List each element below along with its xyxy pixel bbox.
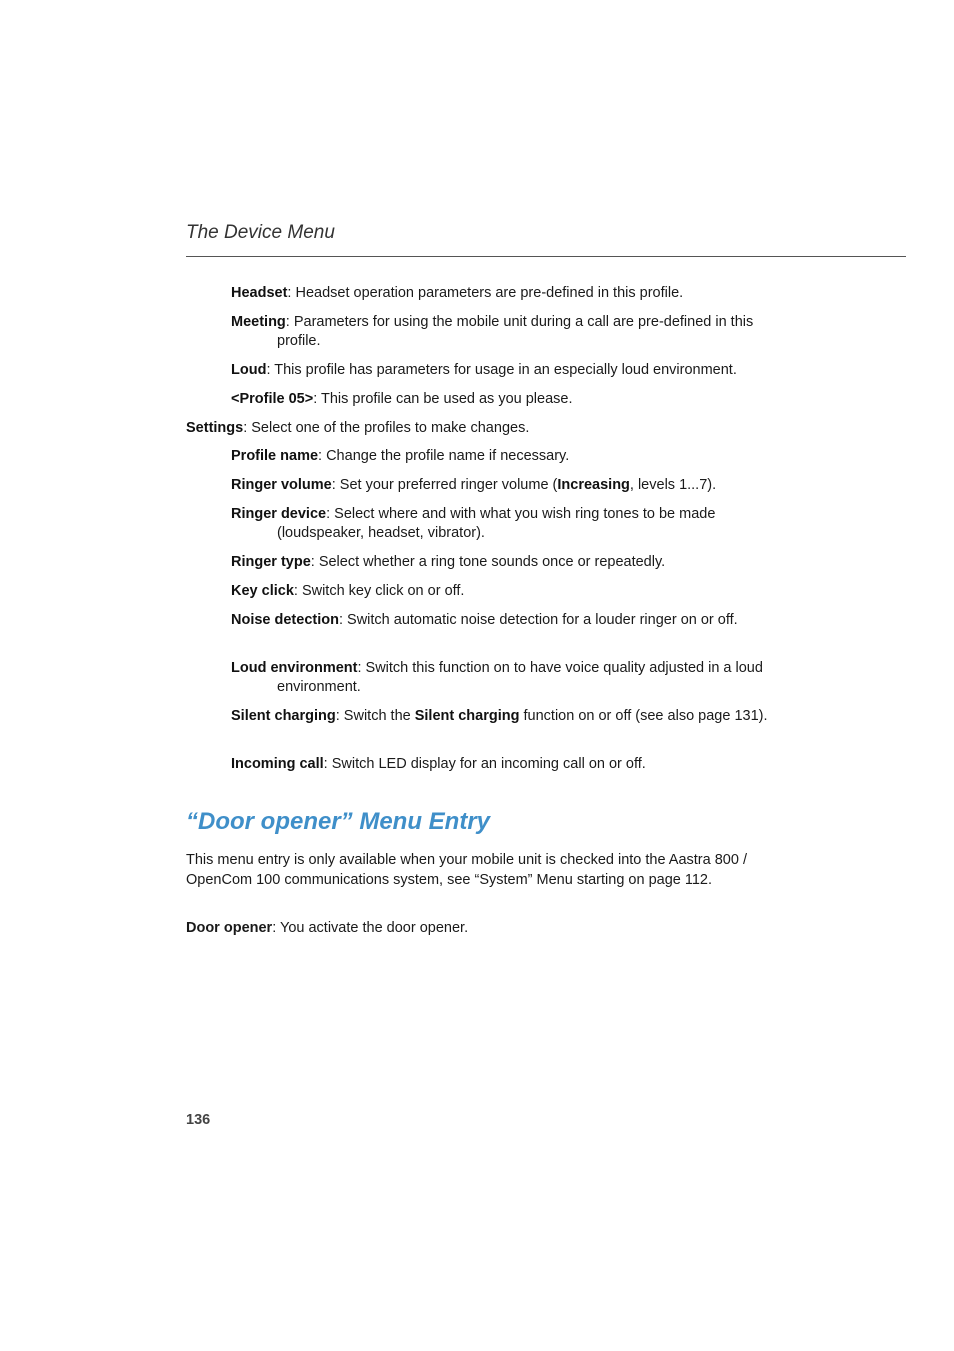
term: Noise detection [231,612,339,628]
profile-headset [231,284,797,303]
term: Profile name [231,448,319,464]
term-inline: Silent charging [414,708,520,724]
description: : This profile has parameters for usage in an especially loud environment. [266,362,737,378]
term: Ringer device [231,506,327,522]
section-heading: “Door opener” Menu Entry [186,808,491,835]
setting-profile-name [231,447,797,466]
term: Door opener [186,920,273,936]
setting-key-click [231,582,797,601]
description: : Switch the [335,708,415,724]
setting-loud-environment [231,659,797,697]
setting-noise-detection [231,611,797,630]
description: : Set your preferred ringer volume ( [331,477,558,493]
description: : Switch key click on or off. [293,583,465,599]
running-header: The Device Menu [186,222,335,243]
setting-ringer-type [231,553,797,572]
settings-item [186,419,797,438]
section-intro: This menu entry is only available when your mobile unit is checked into the Aastra 800 / OpenCom 100 communications system, see “System” Menu starting on page 112. [186,852,747,888]
description-tail: function on or off (see also page 131). [519,708,768,724]
profile-loud [231,361,817,380]
description: : Switch this function on to have voice quality adjusted in a loud environment. [277,660,763,695]
description-tail: , levels 1...7). [629,477,717,493]
description: : This profile can be used as you please. [313,391,573,407]
term: Loud environment [231,660,358,676]
setting-incoming-call [231,755,797,774]
term-inline: Increasing [557,477,630,493]
setting-ringer-volume [231,476,797,495]
description: : Headset operation parameters are pre-defined in this profile. [287,285,684,301]
description: : Select whether a ring tone sounds once or repeatedly. [310,554,666,570]
term: Settings [186,420,244,436]
description: : You activate the door opener. [272,920,469,936]
description: : Select one of the profiles to make changes. [243,420,530,436]
term: <Profile 05> [231,391,314,407]
profile-05 [231,390,797,409]
setting-ringer-device [231,505,797,543]
term: Ringer type [231,554,311,570]
description: : Select where and with what you wish ring tones to be made (loudspeaker, headset, vibrator). [277,506,716,541]
description: : Parameters for using the mobile unit during a call are pre-defined in this profile. [277,314,754,349]
description: : Switch LED display for an incoming call on or off. [323,756,646,772]
term: Silent charging [231,708,336,724]
term: Meeting [231,314,286,330]
page-number: 136 [186,1112,211,1128]
setting-silent-charging [231,707,797,726]
term: Key click [231,583,294,599]
profile-meeting [231,313,797,351]
term: Ringer volume [231,477,332,493]
term: Headset [231,285,288,301]
header-divider [186,256,906,257]
description: : Change the profile name if necessary. [318,448,570,464]
door-opener-item [186,919,751,939]
term: Incoming call [231,756,324,772]
term: Loud [231,362,267,378]
description: : Switch automatic noise detection for a louder ringer on or off. [338,612,738,628]
